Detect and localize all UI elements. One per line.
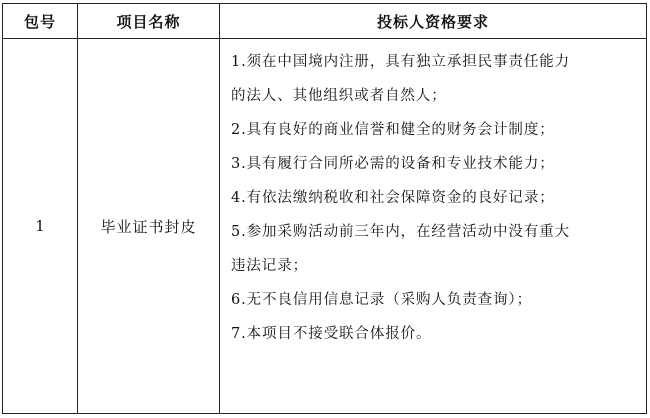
header-package-no: 包号: [3, 4, 78, 39]
package-number-cell: 1: [3, 39, 78, 414]
requirement-line: 2.具有良好的商业信誉和健全的财务会计制度；: [231, 122, 555, 138]
header-requirements: 投标人资格要求: [220, 4, 647, 39]
requirement-line: 5.参加采购活动前三年内，在经营活动中没有重大: [231, 224, 571, 240]
item-name-cell: 毕业证书封皮: [78, 39, 220, 414]
header-row: [3, 4, 647, 39]
requirement-line: 6.无不良信用信息记录（采购人负责查询）；: [231, 292, 532, 308]
header-item-name: 项目名称: [78, 4, 220, 39]
qualification-table: [2, 3, 647, 414]
requirement-line: 违法记录；: [231, 258, 308, 274]
requirement-line: 7.本项目不接受联合体报价。: [231, 326, 432, 342]
requirement-line: 4.有依法缴纳税收和社会保障资金的良好记录；: [231, 190, 555, 206]
requirement-line: 的法人、其他组织或者自然人；: [231, 88, 447, 104]
requirement-line: 1.须在中国境内注册，具有独立承担民事责任能力: [231, 54, 571, 70]
requirement-line: 3.具有履行合同所必需的设备和专业技术能力；: [231, 156, 555, 172]
table-row: [3, 39, 647, 414]
requirements-cell: [220, 39, 647, 414]
